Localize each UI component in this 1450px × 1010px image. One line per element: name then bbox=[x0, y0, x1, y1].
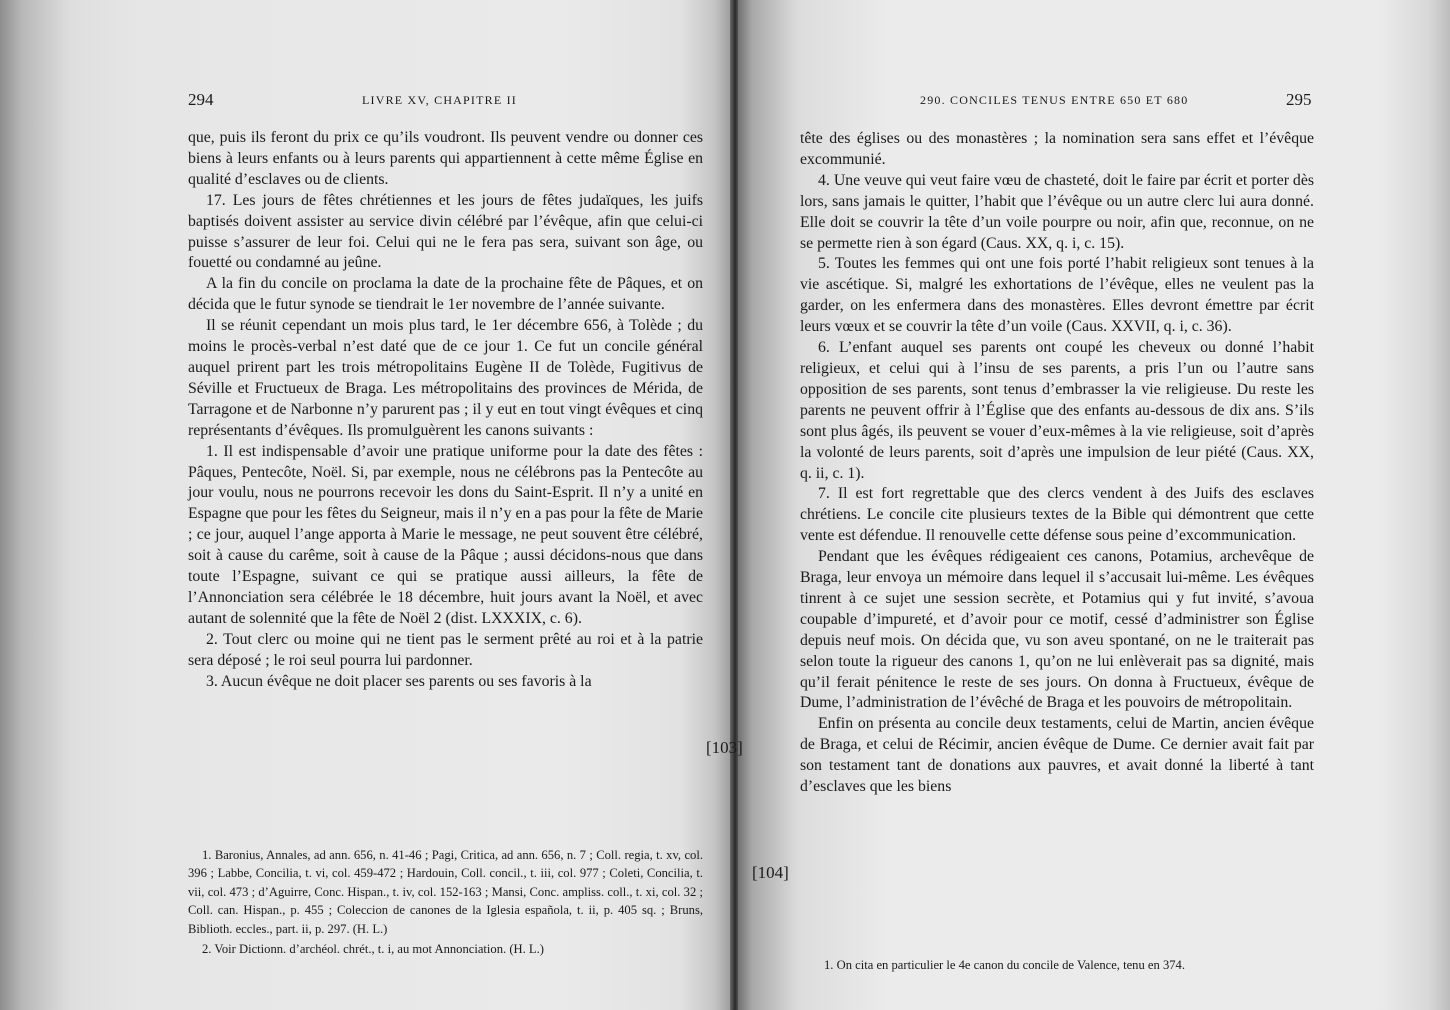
left-running-title: LIVRE XV, CHAPITRE II bbox=[362, 93, 517, 107]
paragraph: 7. Il est fort regrettable que des clercs vendent à des Juifs des esclaves chrétiens. Le concile cite plusieurs textes de la Bible qui démontrent que cette vente est défendue. Il renouvelle cette défense sous peine d’excommunication. bbox=[800, 485, 1314, 545]
paragraph: Il se réunit cependant un mois plus tard, le 1er décembre 656, à Tolède ; du moins le procès-verbal n’est daté que de ce jour 1. Ce fut un concile général auquel prirent part les trois métropolitains Eugène II de Tolède, Fugitivus de Séville et Fructueux de Braga. Les métropolitains des provinces de Mérida, de Tarragone et de Narbonne n’y parurent pas ; il y eut en tout vingt évêques et cinq représentants d’évêques. Ils promulguèrent les canons suivants : bbox=[188, 317, 703, 439]
left-running-head bbox=[0, 90, 732, 116]
footnote: 1. On cita en particulier le 4e canon du concile de Valence, tenu en 374. bbox=[824, 958, 1185, 972]
right-page bbox=[738, 0, 1450, 1010]
paragraph: 4. Une veuve qui veut faire vœu de chasteté, doit le faire par écrit et porter dès lors, sans jamais le quitter, l’habit que l’évêque ou un autre clerc lui aura donné. Elle doit se couvrir la tête d’un voile pourpre ou noir, afin que, reconnue, on ne se permette rien à son égard (Caus. XX, q. i, c. 15). bbox=[800, 171, 1314, 252]
paragraph: Enfin on présenta au concile deux testaments, celui de Martin, ancien évêque de Braga, et celui de Récimir, ancien évêque de Dume. Ce dernier avait fait par son testament tant de donations aux pauvres, et avait donné la liberté à tant d’esclaves que les biens bbox=[800, 715, 1314, 796]
left-footnotes bbox=[188, 846, 703, 960]
paragraph: 2. Tout clerc ou moine qui ne tient pas le serment prêté au roi et à la patrie sera déposé ; le roi seul pourra lui pardonner. bbox=[188, 630, 703, 669]
paragraph: tête des églises ou des monastères ; la nomination sera sans effet et l’évêque excommunié. bbox=[800, 130, 1314, 168]
paragraph: 5. Toutes les femmes qui ont une fois porté l’habit religieux sont tenues à la vie ascétique. Si, malgré les exhortations de l’évêque, elles ne veulent pas la garder, on les enfermera dans des monastères. Elles devront émettre par écrit leurs vœux et se couvrir la tête d’un voile (Caus. XXVII, q. i, c. 36). bbox=[800, 255, 1314, 336]
paragraph: 6. L’enfant auquel ses parents ont coupé les cheveux ou donné l’habit religieux, et celui qui à l’insu de ses parents, a pris l’un ou l’autre sans opposition de ses parents, sont tenus d’embrasser la vie religieuse. Du reste les parents ne peuvent offrir à l’Église que des enfants au-dessous de dix ans. S’ils sont plus âgés, ils peuvent se vouer d’eux-mêmes à la vie religieuse, soit d’après la volonté de leurs parents, soit d’après une impulsion de leur piété (Caus. XX, q. ii, c. 1). bbox=[800, 339, 1314, 482]
left-margin-marker: [103] bbox=[706, 738, 743, 757]
paragraph: que, puis ils feront du prix ce qu’ils voudront. Ils peuvent vendre ou donner ces biens à leurs enfants ou à leurs parents qui appartiennent à cette même Église en qualité d’esclaves ou de clients. bbox=[188, 129, 703, 188]
right-footnotes bbox=[810, 956, 1310, 976]
right-margin-marker: [104] bbox=[752, 863, 789, 882]
paragraph: 3. Aucun évêque ne doit placer ses parents ou ses favoris à la bbox=[206, 672, 592, 690]
right-body-text bbox=[800, 129, 1314, 798]
footnote: 2. Voir Dictionn. d’archéol. chrét., t. i, au mot Annonciation. (H. L.) bbox=[202, 942, 544, 957]
right-page-number: 295 bbox=[1286, 90, 1312, 109]
paragraph: A la fin du concile on proclama la date de la prochaine fête de Pâques, et on décida que le futur synode se tiendrait le 1er novembre de l’année suivante. bbox=[188, 275, 703, 314]
left-body-text bbox=[188, 128, 703, 692]
right-running-title: 290. CONCILES TENUS ENTRE 650 ET 680 bbox=[920, 93, 1189, 107]
paragraph: Pendant que les évêques rédigeaient ces canons, Potamius, archevêque de Braga, leur envoya un mémoire dans lequel il s’accusait lui-même. Les évêques tinrent à ce sujet une session secrète, et Potamius qui y fut invité, s’avoua coupable d’impureté, et d’avoir pour ce motif, cessé d’administrer son Église depuis neuf mois. On décida que, vu son aveu spontané, on ne le traiterait pas selon toute la rigueur des canons 1, qu’on ne lui enlèverait pas sa dignité, mais qu’il ferait pénitence le reste de ses jours. On donna à Fructueux, évêque de Dume, l’administration de l’évêché de Braga et les pouvoirs de métropolitain. bbox=[800, 548, 1314, 712]
paragraph: 17. Les jours de fêtes chrétiennes et les jours de fêtes judaïques, les juifs baptisés doivent assister au service divin célébré par l’évêque, afin que celui-ci puisse s’assurer de leur foi. Celui qui ne le fera pas sera, suivant son âge, ou fouetté ou condamné au jeûne. bbox=[188, 191, 703, 272]
right-running-head bbox=[738, 90, 1450, 116]
left-page-number: 294 bbox=[188, 90, 214, 109]
footnote: 1. Baronius, Annales, ad ann. 656, n. 41-46 ; Pagi, Critica, ad ann. 656, n. 7 ; Coll. regia, t. xv, col. 396 ; Labbe, Concilia, t. vi, col. 459-472 ; Hardouin, Coll. concil., t. iii, col. 977 ; Coleti, Concilia, t. vii, col. 473 ; d’Aguirre, Conc. Hispan., t. iv, col. 152-163 ; Mansi, Conc. ampliss. coll., t. xi, col. 32 ; Coll. can. Hispan., p. 455 ; Coleccion de canones de la Iglesia española, t. ii, p. 405 sq. ; Bruns, Biblioth. eccles., part. ii, p. 297. (H. L.) bbox=[188, 848, 703, 936]
paragraph: 1. Il est indispensable d’avoir une pratique uniforme pour la date des fêtes : Pâques, Pentecôte, Noël. Si, par exemple, nous ne célébrons pas la Pentecôte au jour voulu, nous ne pourrons recevoir les dons du Saint-Esprit. Il n’y a unité en Espagne que pour les fêtes du Seigneur, mais il n’y en a pas pour la fête de Marie ; ce jour, auquel l’ange apporta à Marie le message, ne peut souvent être célébré, soit à cause du carême, soit à cause de la Pâque ; aussi décidons-nous que dans toute l’Espagne, suivant ce qui se pratique aussi ailleurs, la fête de l’Annonciation sera célébrée le 18 décembre, huit jours avant la Noël, et avec autant de solennité que la fête de Noël 2 (dist. LXXXIX, c. 6). bbox=[188, 442, 703, 627]
